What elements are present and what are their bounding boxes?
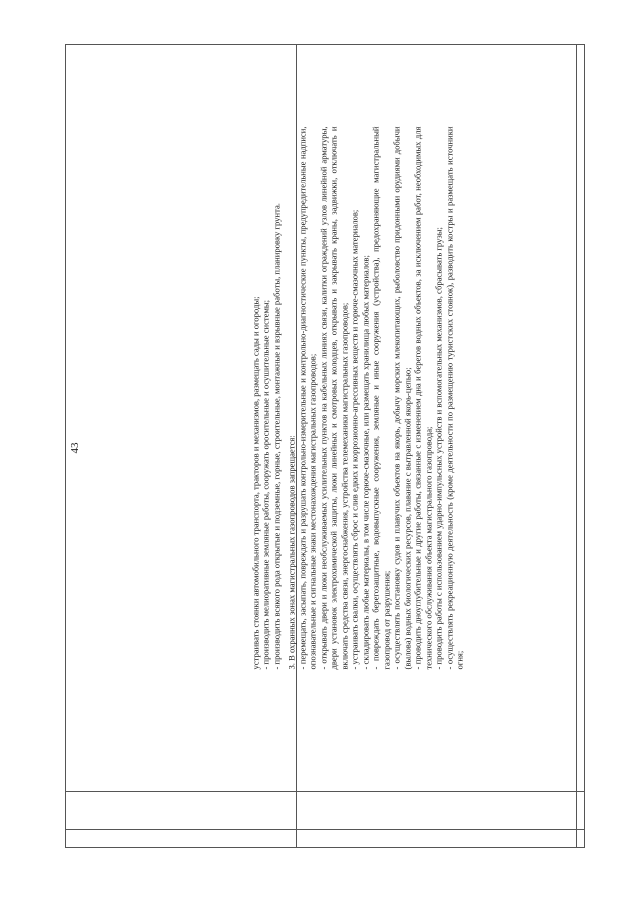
paragraph: - открывать двери и люки необслуживаемых усилительных пунктов на кабельных линиях связи, калитки ограждений узлов линейной арматуры, двери установок электрохимической защиты, люки линейных и смотровых колодцев, открывать и закрывать краны, задвижки, отключать и включать средства связи, энергоснабжения, устройства телемеханики магистральных газопроводов; <box>318 126 350 670</box>
paragraph: - производить мелиоративные земляные работы, сооружать оросительные и осушительные системы; <box>260 299 271 670</box>
text-block-1 <box>251 127 282 670</box>
paragraph: - складировать любые материалы, в том числе горюче-смазочные, или размещать хранилища любых материалов; <box>360 255 371 670</box>
table-cell-text <box>250 123 536 674</box>
page-number: 43 <box>69 442 81 454</box>
paragraph: - перемещать, засыпать, повреждать и разрушать контрольно-измерительные и контрольно-диагностические пункты, предупредительные надписи, опознавательные и сигнальные знаки местонахождения магистральных газопроводов; <box>297 126 318 670</box>
paragraph: 3. В охранных зонах магистральных газопроводов запрещается: <box>286 435 297 670</box>
paragraph: - осуществлять постановку судов и плавучих объектов на якорь, добычу морских млекопитающих, рыболовство придонными орудиями добычи (вылова) водных биологических ресурсов, плавание с вытравленной якорь-цепью; <box>391 126 413 670</box>
table-row-divider <box>66 791 584 792</box>
paragraph: - проводить дноуглубительные и другие работы, связанные с изменением дна и берегов водных объектов, за исключением работ, необходимых для технического обслуживания объекта магистрального газопровода; <box>412 126 434 670</box>
paragraph: - проводить работы с использованием ударно-импульсных устройств и вспомогательных механизмов, сбрасывать грузы; <box>433 227 444 670</box>
paragraph: - устраивать свалки, осуществлять сброс и слив едких и коррозионно-агрессивных веществ и горюче-смазочных материалов; <box>349 209 360 670</box>
table-column-divider <box>576 45 577 847</box>
table-row-divider <box>66 829 584 830</box>
paragraph: устраивать стоянки автомобильного транспорта, тракторов и механизмов, размещать сады и огороды; <box>250 296 261 670</box>
paragraph: - производить всякого рода открытые и подземные, горные, строительные, монтажные и взрывные работы, планировку грунта. <box>271 203 282 670</box>
text-block-2 <box>287 127 465 670</box>
paragraph: - осуществлять рекреационную деятельность (кроме деятельности по размещению туристских стоянок), разводить костры и размещать источники огня; <box>444 126 465 670</box>
paragraph: - повреждать берегозащитные, водовыпускные сооружения, земляные и иные сооружения (устройства), предохраняющие магистральный газопровод от разрушения; <box>370 126 392 670</box>
